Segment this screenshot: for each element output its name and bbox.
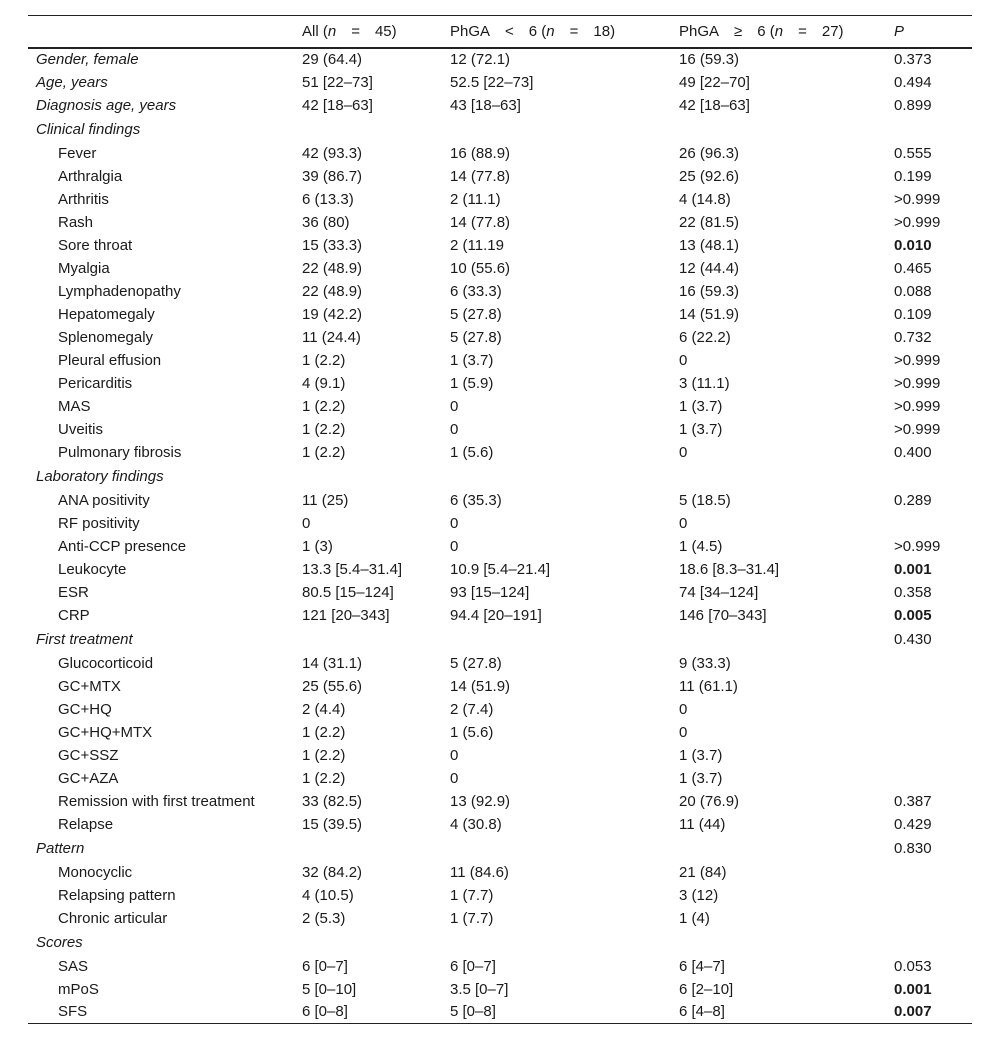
cell-phga-lt6: 4 (30.8) xyxy=(450,815,502,833)
cell-phga-lt6: 14 (51.9) xyxy=(450,677,511,695)
cell-all: 33 (82.5) xyxy=(302,792,363,810)
row-label: GC+MTX xyxy=(58,677,121,695)
cell-p-value: >0.999 xyxy=(894,420,941,438)
cell-phga-ge6: 1 (3.7) xyxy=(679,746,723,764)
row-label: Pleural effusion xyxy=(58,351,162,369)
table-row xyxy=(28,280,972,303)
cell-all: 2 (4.4) xyxy=(302,700,346,718)
cell-all: 1 (2.2) xyxy=(302,746,346,764)
cell-p-value: 0.005 xyxy=(894,606,932,624)
cell-p-value: 0.109 xyxy=(894,305,932,323)
cell-phga-lt6: 1 (7.7) xyxy=(450,886,494,904)
cell-p-value xyxy=(894,721,972,744)
cell-all: 22 (48.9) xyxy=(302,282,363,300)
cell-p-value: 0.199 xyxy=(894,167,932,185)
cell-phga-ge6: 1 (4.5) xyxy=(679,537,723,555)
cell-phga-lt6 xyxy=(450,117,679,142)
table-row xyxy=(28,861,972,884)
section-row xyxy=(28,836,972,861)
cell-all: 1 (2.2) xyxy=(302,351,346,369)
row-label: ESR xyxy=(58,583,89,601)
cell-p-value: 0.289 xyxy=(894,491,932,509)
cell-all xyxy=(302,627,450,652)
cell-all: 6 (13.3) xyxy=(302,190,354,208)
cell-phga-lt6: 10.9 [5.4–21.4] xyxy=(450,560,551,578)
table-row xyxy=(28,813,972,836)
row-label: Scores xyxy=(36,933,83,951)
cell-p-value xyxy=(894,117,972,142)
cell-phga-lt6: 6 (33.3) xyxy=(450,282,502,300)
cell-all: 4 (9.1) xyxy=(302,374,346,392)
cell-phga-lt6: 14 (77.8) xyxy=(450,167,511,185)
cell-phga-ge6: 16 (59.3) xyxy=(679,282,740,300)
cell-phga-ge6: 11 (61.1) xyxy=(679,677,738,695)
table-row xyxy=(28,94,972,117)
cell-all: 14 (31.1) xyxy=(302,654,363,672)
section-row xyxy=(28,464,972,489)
cell-phga-lt6 xyxy=(450,464,679,489)
table-row xyxy=(28,581,972,604)
row-label: Diagnosis age, years xyxy=(36,96,177,114)
row-label: Lymphadenopathy xyxy=(58,282,181,300)
table-row xyxy=(28,489,972,512)
row-label: Rash xyxy=(58,213,94,231)
cell-phga-ge6 xyxy=(679,930,894,955)
cell-phga-ge6: 4 (14.8) xyxy=(679,190,731,208)
row-label: Gender, female xyxy=(36,51,139,68)
cell-phga-ge6: 25 (92.6) xyxy=(679,167,740,185)
cell-all: 1 (2.2) xyxy=(302,769,346,787)
cell-all: 42 (93.3) xyxy=(302,144,363,162)
cell-phga-lt6: 1 (5.6) xyxy=(450,723,494,741)
row-label: Laboratory findings xyxy=(36,467,164,485)
cell-all: 1 (2.2) xyxy=(302,397,346,415)
cell-phga-ge6: 0 xyxy=(679,351,688,369)
cell-p-value: 0.387 xyxy=(894,792,932,810)
cell-phga-ge6: 42 [18–63] xyxy=(679,96,750,114)
cell-all: 1 (2.2) xyxy=(302,443,346,461)
row-label: Myalgia xyxy=(58,259,110,277)
table-row xyxy=(28,441,972,464)
cell-phga-ge6: 1 (3.7) xyxy=(679,397,723,415)
table-row xyxy=(28,721,972,744)
cell-phga-ge6: 74 [34–124] xyxy=(679,583,759,601)
row-label: RF positivity xyxy=(58,514,140,532)
cell-p-value: 0.358 xyxy=(894,583,932,601)
cell-phga-ge6: 6 [4–7] xyxy=(679,957,725,975)
cell-all: 11 (24.4) xyxy=(302,328,361,346)
cell-phga-ge6: 13 (48.1) xyxy=(679,236,740,254)
cell-phga-ge6 xyxy=(679,117,894,142)
cell-phga-lt6: 52.5 [22–73] xyxy=(450,73,534,91)
row-label: SAS xyxy=(58,957,89,975)
section-row xyxy=(28,117,972,142)
table-row xyxy=(28,907,972,930)
cell-phga-lt6: 1 (7.7) xyxy=(450,909,494,927)
table-row xyxy=(28,326,972,349)
cell-all: 0 xyxy=(302,514,311,532)
cell-phga-ge6 xyxy=(679,627,894,652)
cell-phga-ge6: 6 [4–8] xyxy=(679,1003,725,1021)
table-row xyxy=(28,767,972,790)
cell-all: 22 (48.9) xyxy=(302,259,363,277)
header-variable xyxy=(28,16,302,48)
cell-phga-lt6: 5 (27.8) xyxy=(450,305,502,323)
cell-p-value xyxy=(894,675,972,698)
cell-phga-lt6: 5 (27.8) xyxy=(450,654,502,672)
cell-p-value xyxy=(894,861,972,884)
cell-phga-lt6 xyxy=(450,930,679,955)
comparison-table xyxy=(28,15,972,1024)
cell-phga-lt6: 1 (5.6) xyxy=(450,443,494,461)
cell-all: 1 (2.2) xyxy=(302,723,346,741)
cell-all: 39 (86.7) xyxy=(302,167,363,185)
cell-phga-lt6: 0 xyxy=(450,746,459,764)
cell-all: 11 (25) xyxy=(302,491,349,509)
row-label: GC+SSZ xyxy=(58,746,119,764)
row-label: Chronic articular xyxy=(58,909,168,927)
cell-phga-ge6: 49 [22–70] xyxy=(679,73,750,91)
cell-all: 80.5 [15–124] xyxy=(302,583,394,601)
cell-all: 36 (80) xyxy=(302,213,350,231)
cell-phga-ge6: 1 (3.7) xyxy=(679,420,723,438)
cell-all: 25 (55.6) xyxy=(302,677,363,695)
cell-p-value: 0.001 xyxy=(894,560,932,578)
table-row xyxy=(28,790,972,813)
cell-phga-lt6: 2 (11.19 xyxy=(450,236,504,254)
cell-phga-ge6: 26 (96.3) xyxy=(679,144,740,162)
cell-p-value xyxy=(894,698,972,721)
row-label: GC+AZA xyxy=(58,769,119,787)
row-label: Arthralgia xyxy=(58,167,123,185)
row-label: SFS xyxy=(58,1003,88,1021)
cell-all: 4 (10.5) xyxy=(302,886,354,904)
row-label: mPoS xyxy=(58,980,99,998)
cell-p-value: 0.373 xyxy=(894,51,932,68)
cell-all: 42 [18–63] xyxy=(302,96,373,114)
cell-p-value: >0.999 xyxy=(894,537,941,555)
table-row xyxy=(28,188,972,211)
table-row xyxy=(28,604,972,627)
cell-phga-lt6: 5 [0–8] xyxy=(450,1003,496,1021)
cell-p-value: 0.555 xyxy=(894,144,932,162)
cell-all: 13.3 [5.4–31.4] xyxy=(302,560,403,578)
cell-phga-ge6: 3 (12) xyxy=(679,886,719,904)
cell-phga-ge6: 5 (18.5) xyxy=(679,491,731,509)
cell-p-value: 0.429 xyxy=(894,815,932,833)
cell-phga-ge6: 20 (76.9) xyxy=(679,792,740,810)
table-container xyxy=(28,15,972,1024)
cell-p-value xyxy=(894,512,972,535)
cell-all xyxy=(302,930,450,955)
table-row xyxy=(28,558,972,581)
cell-phga-lt6: 1 (3.7) xyxy=(450,351,494,369)
table-row xyxy=(28,211,972,234)
cell-p-value xyxy=(894,907,972,930)
row-label: Uveitis xyxy=(58,420,104,438)
header-all: All (n = 45) xyxy=(302,22,397,40)
row-label: Leukocyte xyxy=(58,560,127,578)
cell-p-value xyxy=(894,767,972,790)
cell-phga-lt6: 13 (92.9) xyxy=(450,792,511,810)
table-row xyxy=(28,165,972,188)
cell-p-value: 0.400 xyxy=(894,443,932,461)
row-label: ANA positivity xyxy=(58,491,150,509)
row-label: Relapsing pattern xyxy=(58,886,176,904)
cell-phga-ge6: 6 (22.2) xyxy=(679,328,731,346)
cell-phga-lt6: 0 xyxy=(450,537,459,555)
cell-phga-lt6: 2 (7.4) xyxy=(450,700,494,718)
table-row xyxy=(28,512,972,535)
cell-p-value: 0.430 xyxy=(894,630,932,648)
cell-all xyxy=(302,117,450,142)
cell-phga-ge6: 22 (81.5) xyxy=(679,213,740,231)
cell-p-value xyxy=(894,744,972,767)
cell-phga-lt6: 0 xyxy=(450,514,459,532)
cell-p-value: 0.494 xyxy=(894,73,932,91)
table-row xyxy=(28,418,972,441)
cell-all xyxy=(302,464,450,489)
cell-all: 1 (3) xyxy=(302,537,333,555)
table-row xyxy=(28,1001,972,1024)
cell-phga-ge6 xyxy=(679,836,894,861)
table-header-row xyxy=(28,16,972,48)
cell-phga-lt6 xyxy=(450,627,679,652)
cell-p-value xyxy=(894,464,972,489)
cell-p-value: >0.999 xyxy=(894,351,941,369)
header-phga-lt6: PhGA < 6 (n = 18) xyxy=(450,22,616,40)
table-row xyxy=(28,652,972,675)
row-label: Relapse xyxy=(58,815,114,833)
cell-all: 29 (64.4) xyxy=(302,51,363,68)
cell-all: 15 (39.5) xyxy=(302,815,363,833)
cell-phga-ge6: 21 (84) xyxy=(679,863,727,881)
cell-p-value: 0.088 xyxy=(894,282,932,300)
row-label: Pulmonary fibrosis xyxy=(58,443,182,461)
cell-all: 51 [22–73] xyxy=(302,73,373,91)
row-label: Clinical findings xyxy=(36,120,141,138)
cell-phga-lt6: 43 [18–63] xyxy=(450,96,521,114)
table-row xyxy=(28,303,972,326)
table-row xyxy=(28,744,972,767)
table-row xyxy=(28,884,972,907)
cell-p-value: 0.465 xyxy=(894,259,932,277)
cell-phga-lt6: 16 (88.9) xyxy=(450,144,511,162)
cell-p-value: 0.007 xyxy=(894,1003,932,1021)
cell-p-value: 0.899 xyxy=(894,96,932,114)
cell-phga-ge6: 6 [2–10] xyxy=(679,980,734,998)
table-row xyxy=(28,955,972,978)
cell-p-value: >0.999 xyxy=(894,190,941,208)
row-label: Fever xyxy=(58,144,97,162)
cell-p-value: 0.732 xyxy=(894,328,932,346)
cell-p-value: 0.053 xyxy=(894,957,932,975)
cell-phga-lt6: 6 [0–7] xyxy=(450,957,496,975)
row-label: Splenomegaly xyxy=(58,328,154,346)
cell-phga-ge6: 9 (33.3) xyxy=(679,654,731,672)
cell-p-value xyxy=(894,884,972,907)
cell-phga-ge6: 14 (51.9) xyxy=(679,305,740,323)
table-row xyxy=(28,395,972,418)
cell-phga-ge6: 0 xyxy=(679,700,688,718)
cell-phga-lt6: 94.4 [20–191] xyxy=(450,606,542,624)
row-label: Remission with first treatment xyxy=(58,792,255,810)
table-row xyxy=(28,349,972,372)
cell-all: 2 (5.3) xyxy=(302,909,346,927)
cell-phga-ge6: 12 (44.4) xyxy=(679,259,740,277)
cell-phga-lt6: 0 xyxy=(450,420,459,438)
cell-all xyxy=(302,836,450,861)
table-row xyxy=(28,978,972,1001)
table-row xyxy=(28,48,972,71)
cell-all: 121 [20–343] xyxy=(302,606,390,624)
table-row xyxy=(28,535,972,558)
cell-phga-lt6: 1 (5.9) xyxy=(450,374,494,392)
cell-phga-lt6: 10 (55.6) xyxy=(450,259,511,277)
cell-all: 19 (42.2) xyxy=(302,305,363,323)
cell-phga-lt6: 6 (35.3) xyxy=(450,491,502,509)
cell-phga-ge6: 146 [70–343] xyxy=(679,606,767,624)
cell-phga-ge6: 1 (3.7) xyxy=(679,769,723,787)
row-label: Age, years xyxy=(36,73,108,91)
row-label: GC+HQ xyxy=(58,700,112,718)
cell-phga-lt6: 0 xyxy=(450,397,459,415)
cell-p-value: >0.999 xyxy=(894,374,941,392)
cell-phga-ge6: 1 (4) xyxy=(679,909,710,927)
cell-phga-ge6: 0 xyxy=(679,514,688,532)
cell-phga-lt6: 11 (84.6) xyxy=(450,863,509,881)
cell-phga-lt6: 93 [15–124] xyxy=(450,583,530,601)
row-label: Arthritis xyxy=(58,190,109,208)
cell-all: 5 [0–10] xyxy=(302,980,357,998)
table-row xyxy=(28,698,972,721)
cell-phga-ge6: 3 (11.1) xyxy=(679,374,730,392)
cell-phga-lt6: 2 (11.1) xyxy=(450,190,501,208)
cell-all: 6 [0–8] xyxy=(302,1003,348,1021)
table-row xyxy=(28,142,972,165)
cell-phga-lt6: 0 xyxy=(450,769,459,787)
cell-phga-ge6 xyxy=(679,464,894,489)
table-row xyxy=(28,234,972,257)
cell-p-value: 0.001 xyxy=(894,980,932,998)
table-row xyxy=(28,372,972,395)
cell-p-value xyxy=(894,652,972,675)
cell-p-value: >0.999 xyxy=(894,397,941,415)
row-label: Hepatomegaly xyxy=(58,305,155,323)
cell-p-value: 0.830 xyxy=(894,839,932,857)
cell-p-value: >0.999 xyxy=(894,213,941,231)
cell-p-value xyxy=(894,930,972,955)
table-body xyxy=(28,48,972,1024)
cell-phga-ge6: 0 xyxy=(679,723,688,741)
row-label: Anti-CCP presence xyxy=(58,537,187,555)
row-label: Monocyclic xyxy=(58,863,133,881)
section-row xyxy=(28,930,972,955)
cell-phga-ge6: 18.6 [8.3–31.4] xyxy=(679,560,780,578)
cell-phga-ge6: 16 (59.3) xyxy=(679,51,740,68)
table-row xyxy=(28,675,972,698)
cell-all: 32 (84.2) xyxy=(302,863,363,881)
row-label: Glucocorticoid xyxy=(58,654,154,672)
section-row xyxy=(28,627,972,652)
cell-phga-lt6: 14 (77.8) xyxy=(450,213,511,231)
cell-phga-ge6: 0 xyxy=(679,443,688,461)
row-label: Sore throat xyxy=(58,236,133,254)
header-phga-ge6: PhGA ≥ 6 (n = 27) xyxy=(679,22,844,40)
table-row xyxy=(28,257,972,280)
cell-p-value: 0.010 xyxy=(894,236,932,254)
row-label: Pericarditis xyxy=(58,374,133,392)
table-row xyxy=(28,71,972,94)
cell-phga-lt6: 5 (27.8) xyxy=(450,328,502,346)
cell-phga-lt6: 3.5 [0–7] xyxy=(450,980,509,998)
cell-all: 15 (33.3) xyxy=(302,236,363,254)
cell-phga-lt6 xyxy=(450,836,679,861)
cell-all: 1 (2.2) xyxy=(302,420,346,438)
row-label: First treatment xyxy=(36,630,133,648)
row-label: MAS xyxy=(58,397,91,415)
header-p-value: P xyxy=(894,22,905,40)
cell-phga-ge6: 11 (44) xyxy=(679,815,726,833)
row-label: Pattern xyxy=(36,839,85,857)
cell-phga-lt6: 12 (72.1) xyxy=(450,51,511,68)
row-label: CRP xyxy=(58,606,90,624)
cell-all: 6 [0–7] xyxy=(302,957,348,975)
row-label: GC+HQ+MTX xyxy=(58,723,153,741)
